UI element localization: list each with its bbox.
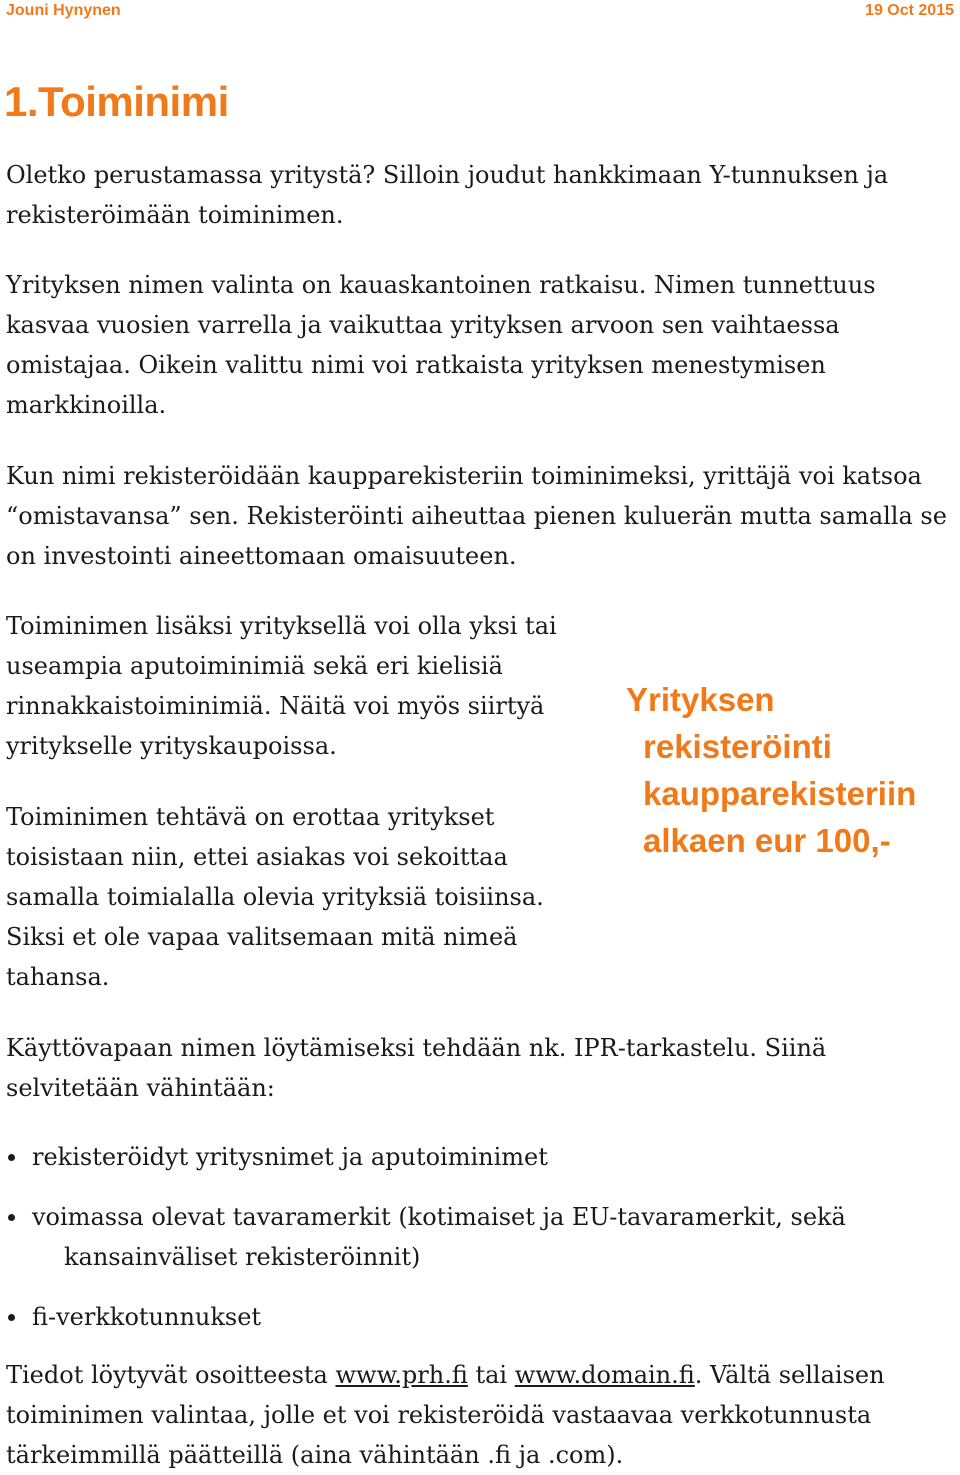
list-item: rekisteröidyt yritysnimet ja aputoiminimet [6,1137,956,1177]
list-item: fi-verkkotunnukset [6,1297,956,1337]
closing-text: tai [467,1361,515,1389]
prh-link[interactable]: www.prh.fi [335,1361,468,1389]
list-item: voimassa olevat tavaramerkit (kotimaiset ja EU-tavaramerkit, sekä [6,1197,956,1237]
callout-line: rekisteröinti [643,728,832,765]
page-header [0,0,960,26]
paragraph-name-purpose: Toiminimen tehtävä on erottaa yritykset toisistaan niin, ettei asiakas voi sekoittaa samalla toimialalla olevia yrityksiä toisiinsa. Siksi et ole vapaa valitsemaan mitä nimeä tahansa. [6,803,544,991]
ipr-checklist [6,1137,956,1337]
author-name: Jouni Hynynen [6,2,121,19]
paragraph-intro: Oletko perustamassa yritystä? Silloin joudut hankkimaan Y-tunnuksen ja rekisteröimään toiminimen. [6,161,889,229]
closing-text: Tiedot löytyvät osoitteesta [6,1361,336,1389]
publish-date: 19 Oct 2015 [865,2,954,19]
paragraph-ipr-check: Käyttövapaan nimen löytämiseksi tehdään nk. IPR-tarkastelu. Siinä selvitetään vähintään: [6,1034,827,1102]
price-callout [626,676,960,864]
list-item-continuation: kansainväliset rekisteröinnit) [64,1243,421,1271]
callout-line: Yrityksen [626,681,775,718]
paragraph-registration: Kun nimi rekisteröidään kaupparekisteriin toiminimeksi, yrittäjä voi katsoa “omistavansa” sen. Rekisteröinti aiheuttaa pienen kuluerän mutta samalla se on investointi aineettomaan omaisuuteen. [6,462,947,570]
closing-text: . Vältä sellaisen toiminimen valintaa, jolle et voi rekisteröidä vastaavaa verkkotunnusta tärkeimmillä päätteillä (aina vähintään .fi ja .com). [6,1361,885,1469]
paragraph-closing [6,1355,956,1475]
callout-line: alkaen eur 100,- [643,822,891,859]
page-title: 1.Toiminimi [4,78,229,125]
paragraph-auxiliary-names: Toiminimen lisäksi yrityksellä voi olla yksi tai useampia aputoiminimiä sekä eri kielisiä rinnakkaistoiminimiä. Näitä voi myös siirtyä yritykselle yrityskaupoissa. [6,612,557,760]
paragraph-name-choice: Yrityksen nimen valinta on kauaskantoinen ratkaisu. Nimen tunnettuus kasvaa vuosien varrella ja vaikuttaa yrityksen arvoon sen vaihtaessa omistajaa. Oikein valittu nimi voi ratkaista yrityksen menestymisen markkinoilla. [6,271,876,419]
callout-line: kaupparekisteriin [643,775,917,812]
domain-link[interactable]: www.domain.fi [514,1361,695,1389]
